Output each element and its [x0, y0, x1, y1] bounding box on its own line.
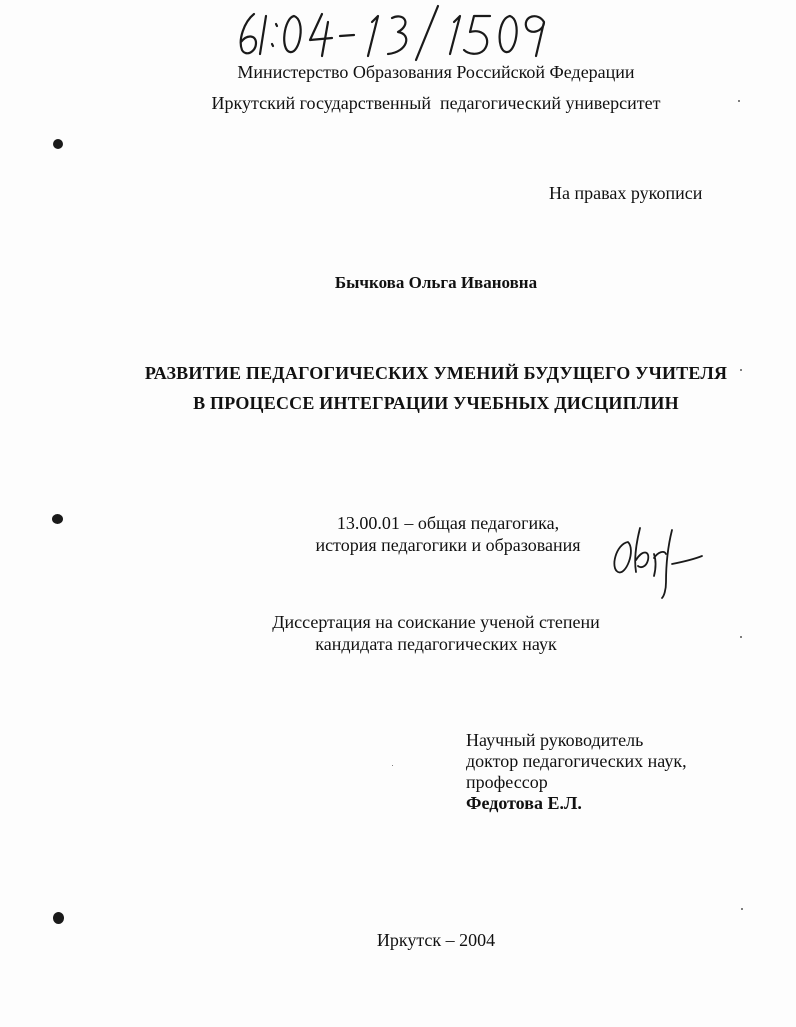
- handwritten-signature-icon: [606, 520, 706, 600]
- scan-speck: [392, 765, 393, 766]
- specialty-line-1: 13.00.01 – общая педагогика,: [336, 513, 560, 533]
- degree-line-2: кандидата педагогических наук: [315, 634, 557, 654]
- scan-speck: [738, 100, 740, 102]
- dissertation-title-line-1: РАЗВИТИЕ ПЕДАГОГИЧЕСКИХ УМЕНИЙ БУДУЩЕГО УЧИТЕЛЯ: [144, 363, 728, 383]
- handwritten-archive-code: [232, 2, 562, 62]
- supervisor-title: профессор: [466, 772, 548, 792]
- author-name: Бычкова Ольга Ивановна: [334, 273, 538, 292]
- scientific-supervisor: [466, 730, 687, 814]
- specialty-code: [303, 512, 593, 556]
- manuscript-rights-note: На правах рукописи: [549, 183, 703, 203]
- binding-hole-icon: [52, 514, 63, 524]
- university-name: Иркутский государственный педагогический университет: [211, 93, 661, 113]
- binding-hole-icon: [53, 912, 64, 924]
- ministry-name: Министерство Образования Российской Федерации: [237, 62, 635, 82]
- binding-hole-icon: [53, 139, 63, 149]
- supervisor-name: Федотова Е.Л.: [466, 793, 582, 813]
- supervisor-role: Научный руководитель: [466, 730, 644, 750]
- dissertation-title-line-2: В ПРОЦЕССЕ ИНТЕГРАЦИИ УЧЕБНЫХ ДИСЦИПЛИН: [193, 393, 679, 413]
- supervisor-degree: доктор педагогических наук,: [466, 751, 687, 771]
- place-and-year: Иркутск – 2004: [376, 930, 496, 950]
- scan-speck: [740, 369, 742, 371]
- scan-speck: [740, 636, 742, 638]
- specialty-line-2: история педагогики и образования: [315, 535, 581, 555]
- degree-statement: [38, 611, 796, 655]
- scan-speck: [741, 908, 743, 910]
- degree-line-1: Диссертация на соискание ученой степени: [272, 612, 600, 632]
